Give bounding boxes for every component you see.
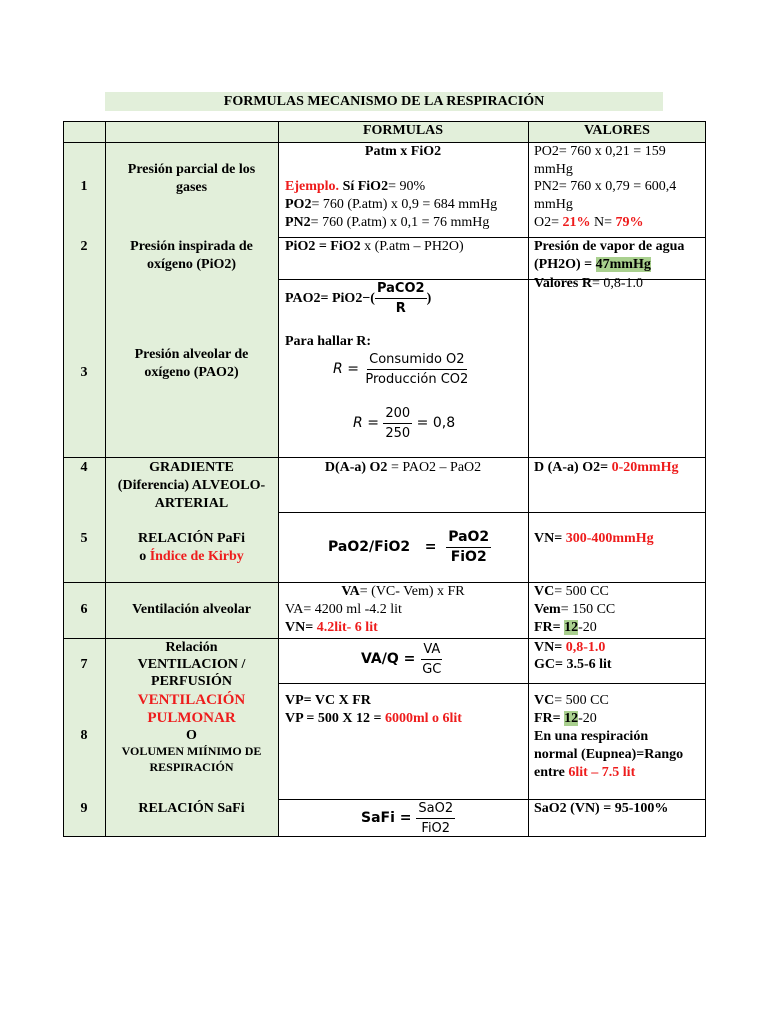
row-6-value-vem xyxy=(534,601,615,619)
row-7-name-line1: Relación xyxy=(165,640,218,655)
row-7-value-gc: GC= 3.5-6 lit xyxy=(534,657,612,672)
pn2-label: PN2 xyxy=(285,215,311,230)
row-3-r-value xyxy=(353,403,455,443)
va-label: VA xyxy=(341,584,360,599)
pafi-value: 300-400mmHg xyxy=(565,531,654,546)
r-symbol: R xyxy=(333,361,343,377)
r-symbol-2: R xyxy=(353,415,363,431)
row-3-value xyxy=(534,275,643,293)
row-8-value-vc xyxy=(534,692,609,710)
pafi-value-label: VN= xyxy=(534,531,566,546)
safi-numerator: SaO2 xyxy=(416,801,455,819)
vaq-denominator: GC xyxy=(422,661,442,677)
pio2-formula-rest: x (P.atm – PH2O) xyxy=(360,239,464,254)
row-7-name-line3: PERFUSIÓN xyxy=(151,674,232,689)
row-5-formula xyxy=(328,527,491,567)
kirby-o: o xyxy=(139,549,150,564)
row-6-line2: VA= 4200 ml -4.2 lit xyxy=(285,602,402,617)
r-result: = 0,8 xyxy=(416,415,456,431)
row-8-value-line5 xyxy=(534,764,635,782)
row-6-value-vc xyxy=(534,583,609,601)
row-6-line1 xyxy=(278,583,528,601)
row-9-number: 9 xyxy=(80,801,88,816)
o2-label: O2= xyxy=(534,215,563,230)
eupnea-range: 6lit – 7.5 lit xyxy=(568,765,636,780)
fr-label: FR= xyxy=(534,620,565,635)
row-9-name: RELACIÓN SaFi xyxy=(138,801,245,816)
row-4-number: 4 xyxy=(80,460,88,475)
row-9-value: SaO2 (VN) = 95-100% xyxy=(534,801,669,816)
row-8-value-line4: normal (Eupnea)=Rango xyxy=(534,747,684,762)
vem-value: = 150 CC xyxy=(560,602,616,617)
row-4-name-line3: ARTERIAL xyxy=(154,496,229,511)
row-6-name: Ventilación alveolar xyxy=(132,602,251,617)
po2-text: = 760 (P.atm) x 0,9 = 684 mmHg xyxy=(311,197,498,212)
r-value-denominator: 250 xyxy=(385,425,411,441)
pn2-text: = 760 (P.atm) x 0,1 = 76 mmHg xyxy=(310,215,490,230)
row-1-ejemplo xyxy=(285,178,425,196)
row-3-name: Presión alveolar de oxígeno (PAO2) xyxy=(134,347,249,380)
r-eq-2: = xyxy=(367,415,379,431)
row-8-value-fr xyxy=(534,710,597,728)
va-vn-value: 4.2lit- 6 lit xyxy=(313,620,378,635)
pafi-left: PaO2/FiO2 xyxy=(328,539,411,555)
row-5-name-line2 xyxy=(105,548,278,566)
vaq-vn-value: 0,8-1.0 xyxy=(565,640,606,655)
row-7-formula xyxy=(361,641,443,677)
row-5-name-line1: RELACIÓN PaFi xyxy=(138,531,245,546)
formulas-table xyxy=(63,121,706,837)
row-4-formula xyxy=(278,459,528,477)
gradient-value: 0-20mmHg xyxy=(608,460,679,475)
vp-fr-rest: -20 xyxy=(578,711,597,726)
ph2o-value: 47mmHg xyxy=(595,257,651,272)
row-8-line2 xyxy=(285,710,462,728)
row-2-number: 2 xyxy=(80,239,88,254)
row-1-po2 xyxy=(285,196,497,214)
row-4-value xyxy=(534,459,678,477)
row-6-number: 6 xyxy=(80,602,88,617)
row-8-line1: VP= VC X FR xyxy=(285,693,371,708)
row-3-number: 3 xyxy=(80,365,88,380)
row-1-name: Presión parcial de los gases xyxy=(127,162,256,195)
valores-r-label: Valores R xyxy=(534,276,592,291)
header-name-cell xyxy=(105,121,278,142)
row-2-name: Presión inspirada de oxígeno (PiO2) xyxy=(130,239,253,272)
pao2-numerator: PaCO2 xyxy=(375,281,427,299)
vaq-fraction xyxy=(420,642,443,677)
vp-vc-value: = 500 CC xyxy=(554,693,609,708)
row-8-name-line4: VOLUMEN MIÍNIMO DE xyxy=(121,744,262,758)
pafi-eq: = xyxy=(424,539,437,555)
header-formulas: FORMULAS xyxy=(362,123,444,138)
row-3-hallar: Para hallar R: xyxy=(285,334,372,349)
gradient-formula-rest: = PAO2 – PaO2 xyxy=(387,460,482,475)
pao2-close: ) xyxy=(426,291,432,306)
ph2o-label: (PH2O) = xyxy=(534,257,596,272)
row-2-formula xyxy=(285,238,464,256)
vp-fr-label: FR= xyxy=(534,711,565,726)
row-5-value xyxy=(534,530,654,548)
pio2-formula-bold: PiO2 = FiO2 xyxy=(285,239,361,254)
row-1-number: 1 xyxy=(80,179,88,194)
row-8-number: 8 xyxy=(80,728,88,743)
row-2-value-line2 xyxy=(534,256,651,274)
vp-result: 6000ml o 6lit xyxy=(384,711,462,726)
r-value-numerator: 200 xyxy=(383,406,412,424)
row-6-value-fr xyxy=(534,619,597,637)
r-fraction xyxy=(363,352,470,387)
row-1-pn2 xyxy=(285,214,489,232)
row-9-formula xyxy=(361,800,455,836)
safi-denominator: FiO2 xyxy=(421,820,451,836)
pao2-denominator: R xyxy=(395,301,406,317)
row-8-name-line5: RESPIRACIÓN xyxy=(149,760,234,774)
gradient-formula-bold: D(A-a) O2 xyxy=(324,460,388,475)
row-5-number: 5 xyxy=(80,531,88,546)
row-2-value-line1: Presión de vapor de agua xyxy=(534,239,685,254)
row-4-name-line2: (Diferencia) ALVEOLO- xyxy=(117,478,266,493)
row-1-formula-main: Patm x FiO2 xyxy=(364,144,442,159)
row-3-r-formula xyxy=(333,349,470,389)
row-7-value-vn xyxy=(534,639,605,657)
ejemplo-text: Sí FiO2 xyxy=(339,179,389,194)
row-8-name-line2: PULMONAR xyxy=(147,710,236,726)
vaq-left: VA/Q = xyxy=(361,651,416,667)
va-formula: = (VC- Vem) x FR xyxy=(359,584,465,599)
row-7-name-line2: VENTILACION / xyxy=(137,657,246,672)
pao2-fraction xyxy=(375,281,427,316)
vp-calc: VP = 500 X 12 = xyxy=(285,711,385,726)
r-eq: = xyxy=(347,361,359,377)
row-6-line3 xyxy=(285,619,378,637)
vaq-numerator: VA xyxy=(421,642,442,660)
ejemplo-value: = 90% xyxy=(388,179,426,194)
row-3-formula xyxy=(285,281,431,317)
n-value: 79% xyxy=(615,215,644,230)
pao2-lead: PAO2= PiO2−( xyxy=(285,291,375,306)
row-1-value-line4: mmHg xyxy=(534,197,573,212)
vp-vc-label: VC xyxy=(534,693,555,708)
vaq-vn-label: VN= xyxy=(534,640,566,655)
r-numerator: Consumido O2 xyxy=(367,352,466,370)
fr-rest: -20 xyxy=(578,620,597,635)
vem-label: Vem xyxy=(534,602,561,617)
document-title: FORMULAS MECANISMO DE LA RESPIRACIÓN xyxy=(105,92,663,111)
row-1-value-line5 xyxy=(534,214,644,232)
r-value-fraction xyxy=(383,406,412,441)
eupnea-pre: entre xyxy=(534,765,569,780)
n-label: N= xyxy=(590,215,616,230)
o2-value: 21% xyxy=(562,215,591,230)
valores-r-value: = 0,8-1.0 xyxy=(591,276,644,291)
ejemplo-label: Ejemplo. xyxy=(285,179,340,194)
row-4-name-line1: GRADIENTE xyxy=(149,460,234,475)
row-8-name-line3: O xyxy=(186,728,197,743)
va-vn-label: VN= xyxy=(285,620,314,635)
vc-label: VC xyxy=(534,584,555,599)
header-valores: VALORES xyxy=(584,123,650,138)
kirby-index: Índice de Kirby xyxy=(149,549,244,564)
pafi-denominator: FiO2 xyxy=(450,548,487,565)
r-denominator: Producción CO2 xyxy=(365,371,469,387)
safi-fraction xyxy=(416,801,455,836)
row-1-value-line2: mmHg xyxy=(534,162,573,177)
row-8-value-line3: En una respiración xyxy=(534,729,649,744)
row-1-value-line1: PO2= 760 x 0,21 = 159 xyxy=(534,144,666,159)
vp-fr-highlight: 12 xyxy=(564,711,579,726)
pafi-fraction xyxy=(446,530,491,565)
safi-left: SaFi = xyxy=(361,810,412,826)
header-num-cell xyxy=(63,121,105,142)
vc-value: = 500 CC xyxy=(554,584,609,599)
row-8-name-line1: VENTILACIÓN xyxy=(137,692,246,708)
pafi-numerator: PaO2 xyxy=(446,530,491,548)
row-1-value-line3: PN2= 760 x 0,79 = 600,4 xyxy=(534,179,677,194)
fr-highlight: 12 xyxy=(564,620,579,635)
row-7-number: 7 xyxy=(80,657,88,672)
gradient-value-label: D (A-a) O2= xyxy=(534,460,609,475)
po2-label: PO2 xyxy=(285,197,312,212)
